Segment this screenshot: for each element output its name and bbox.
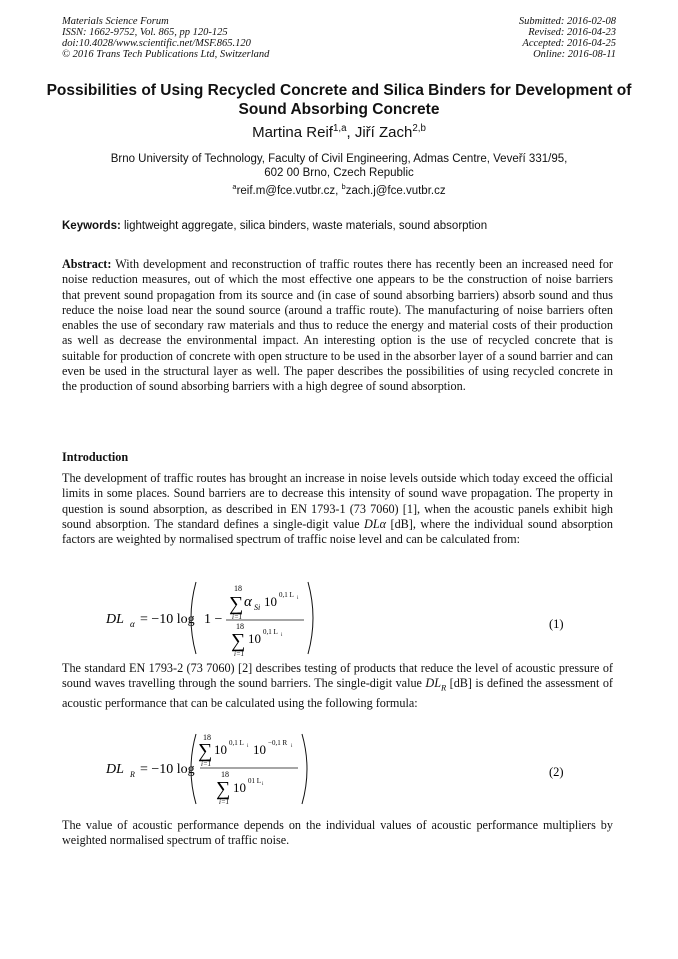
eq2-den-upper: 18 xyxy=(221,770,229,779)
submitted-date: Submitted: 2016-02-08 xyxy=(518,16,616,27)
dates-header xyxy=(519,16,616,60)
abstract-text: With development and reconstruction of traffic routes there has recently been an increased need for noise reduction measures, out of which the most effective one appears to be the construction of noise barriers that prevent sound propagation from its source and (in case of sound absorbing barriers) absorb sound and thus reduce the noise load near the sound source (around a traffic route). The manufacturing of noise barriers often enables the use of secondary raw materials and thus to reduce the energy and material costs of their production as well as decrease the environmental impact. An interesting option is the use of recycled concrete that is suitable for production of concrete with open structure to be used in the absorber layer of a sound barrier and can even be used in the structural layer as well. The paper describes the possibilities of using recycled concrete in the production of sound absorbing barriers with a high degree of sound absorption. xyxy=(62,257,613,394)
eq1-num-upper: 18 xyxy=(234,584,242,593)
eq1-alpha: α xyxy=(244,594,252,610)
eq1-den-sum: ∑ xyxy=(231,630,246,652)
eq2-den-base: 10 xyxy=(233,780,246,795)
email-b-marker: b xyxy=(341,182,346,192)
eq1-num-exp: 0,1 L xyxy=(279,591,294,599)
eq1-alpha-sub: Si xyxy=(254,603,261,612)
affiliation-line-1: Brno University of Technology, Faculty of Civil Engineering, Admas Centre, Veveří 331/95, xyxy=(110,153,568,165)
eq1-num-base: 10 xyxy=(264,594,277,609)
eq2-num-upper: 18 xyxy=(203,733,211,742)
eq2-num-base2: 10 xyxy=(253,742,266,757)
author-1-affil: 1,a xyxy=(332,123,347,134)
keywords-text: lightweight aggregate, silica binders, waste materials, sound absorption xyxy=(120,220,488,232)
intro-p2-text-b: [dB] is defined the assessment of acoustic performance that can be calculated using the following formula: xyxy=(62,676,613,711)
eq2-right-paren xyxy=(302,734,307,804)
affiliation xyxy=(60,152,618,180)
email-link-a[interactable]: reif.m@fce.vutbr.cz, xyxy=(236,185,342,197)
paper-title: Possibilities of Using Recycled Concrete and Silica Binders for Development of Sound Absorbing Concrete xyxy=(46,82,632,118)
eq2-den-exp-sub: i xyxy=(262,782,264,787)
intro-p2-symbol: DL xyxy=(425,676,441,691)
author-separator: , xyxy=(346,124,355,141)
intro-p2-text-a: The standard EN 1793-2 (73 7060) [2] describes testing of products that reduce the level of acoustic pressure of sound waves travelling through the sound barriers. The single-digit value xyxy=(62,661,613,691)
journal-name: Materials Science Forum xyxy=(62,16,169,27)
revised-date: Revised: 2016-04-23 xyxy=(528,27,616,38)
eq1-den-base: 10 xyxy=(248,631,261,646)
eq2-num-exp2-sub: i xyxy=(291,744,293,749)
journal-copyright: © 2016 Trans Tech Publications Ltd, Switzerland xyxy=(62,49,270,60)
authors xyxy=(0,124,678,141)
abstract-label: Abstract: xyxy=(62,257,112,271)
author-emails xyxy=(0,182,678,197)
author-1: Martina Reif xyxy=(252,124,333,141)
affiliation-line-2: 602 00 Brno, Czech Republic xyxy=(264,167,414,179)
eq1-num-lower: i=1 xyxy=(232,613,243,621)
eq1-num-sum: ∑ xyxy=(229,593,244,615)
eq2-num-exp: 0,1 L xyxy=(229,739,244,747)
eq2-den-exp: 01 L xyxy=(248,777,262,785)
eq2-equals: = −10 log xyxy=(140,762,195,777)
eq2-num-exp-sub: i xyxy=(247,744,249,749)
intro-p2-symbol-sub: R xyxy=(440,682,447,693)
eq1-num-exp-sub: i xyxy=(297,596,299,601)
keywords-label: Keywords: xyxy=(62,220,121,232)
email-a-marker: a xyxy=(232,182,237,192)
eq1-den-exp-sub: i xyxy=(281,633,283,638)
eq1-number: (1) xyxy=(549,617,564,631)
eq1-right-paren xyxy=(308,582,313,654)
eq2-num-sum: ∑ xyxy=(198,740,213,762)
journal-doi: doi:10.4028/www.scientific.net/MSF.865.120 xyxy=(62,38,251,49)
eq2-num-base: 10 xyxy=(214,742,227,757)
journal-issn: ISSN: 1662-9752, Vol. 865, pp 120-125 xyxy=(62,27,228,38)
eq2-num-exp2: −0,1 R xyxy=(268,739,288,747)
equation-1 xyxy=(62,578,622,658)
intro-paragraph-1 xyxy=(62,471,613,547)
eq1-den-exp: 0,1 L xyxy=(263,628,278,636)
eq2-lhs: DL xyxy=(106,762,124,777)
accepted-date: Accepted: 2016-04-25 xyxy=(522,38,616,49)
author-2: Jiří Zach xyxy=(354,124,413,141)
online-date: Online: 2016-08-11 xyxy=(533,49,616,60)
eq2-number: (2) xyxy=(549,765,564,779)
journal-header xyxy=(62,16,269,60)
eq1-one-minus: 1 − xyxy=(204,612,223,627)
email-link-b[interactable]: zach.j@fce.vutbr.cz xyxy=(345,185,446,197)
author-2-affil: 2,b xyxy=(412,123,426,134)
eq2-num-lower: i=1 xyxy=(201,760,212,768)
eq2-den-lower: i=1 xyxy=(219,798,230,806)
intro-p1-symbol: DLα xyxy=(364,516,387,531)
intro-p1-text-b: [dB], where the individual sound absorption factors are weighted by normalised spectrum of traffic noise level and can be calculated from: xyxy=(62,516,613,547)
intro-paragraph-2 xyxy=(62,661,613,711)
intro-paragraph-3: The value of acoustic performance depends on the individual values of acoustic performance multipliers by weighted normalised spectrum of traffic noise. xyxy=(62,818,613,848)
intro-p1-text-a: The development of traffic routes has brought an increase in noise levels outside which today exceed the official limits in some places. Sound barriers are to decrease this intensity of sound wave propagation. The property in question is sound absorption, as described in EN 1793-1 (73 7060) [1], when the acoustic panels exhibit high sound absorption. The standard defines a single-digit value xyxy=(62,471,613,531)
equation-2 xyxy=(62,730,622,808)
eq2-den-sum: ∑ xyxy=(216,778,231,800)
eq1-lhs: DL xyxy=(106,612,124,627)
eq1-den-upper: 18 xyxy=(236,622,244,631)
keywords xyxy=(62,220,622,232)
eq2-lhs-sub: R xyxy=(130,770,135,779)
section-heading-introduction: Introduction xyxy=(62,450,129,464)
eq1-equals: = −10 log xyxy=(140,612,195,627)
eq1-lhs-sub: α xyxy=(130,619,135,629)
abstract xyxy=(62,257,613,395)
eq1-den-lower: i=1 xyxy=(234,650,245,658)
